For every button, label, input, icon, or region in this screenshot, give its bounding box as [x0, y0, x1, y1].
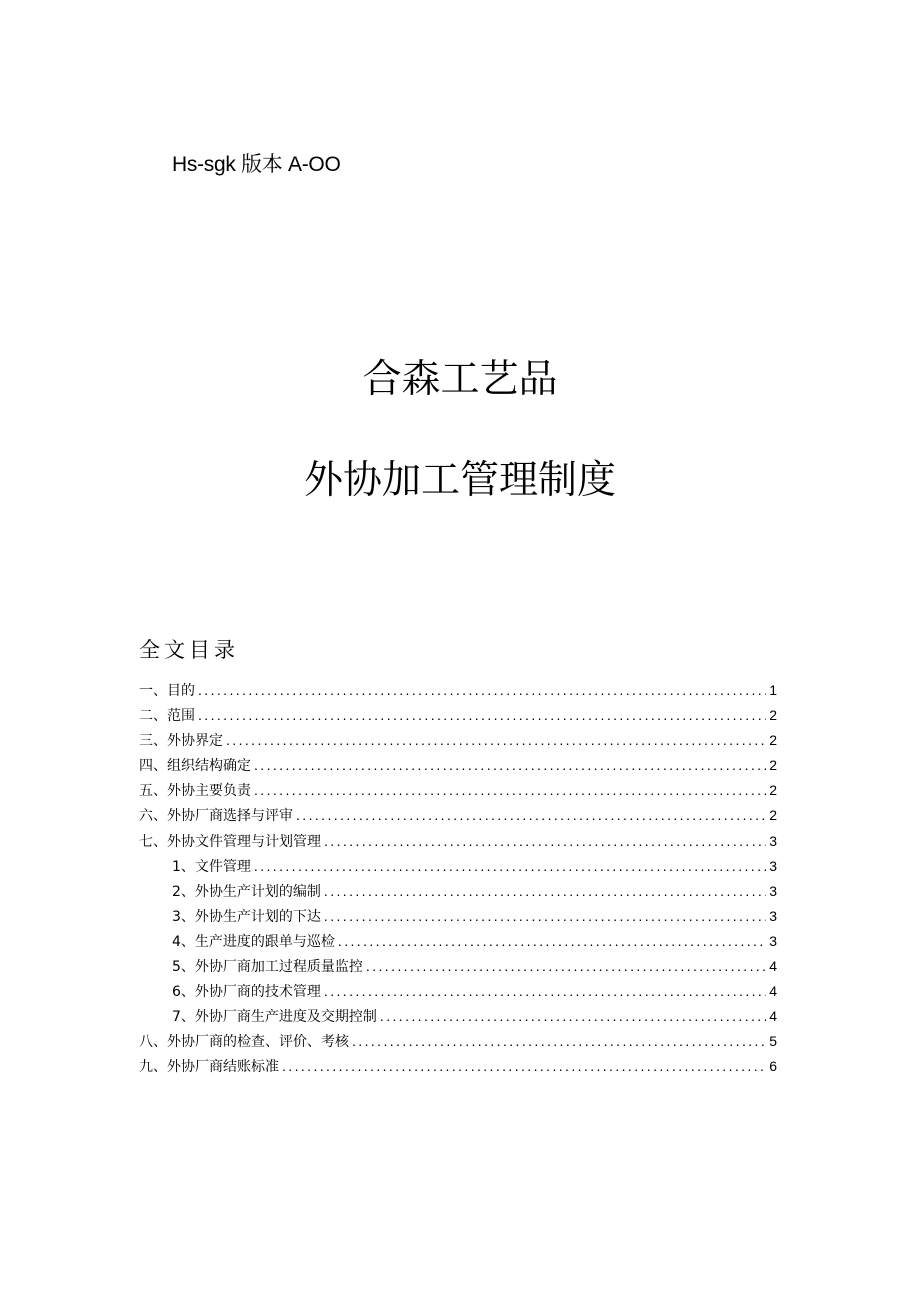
toc-entry-label: 三、外协界定	[139, 733, 223, 750]
toc-entry-page: 2	[769, 732, 777, 749]
toc-entry-label: 六、外协厂商选择与评审	[139, 808, 293, 825]
toc-entry-page: 2	[769, 782, 777, 799]
toc-entry-page: 3	[769, 882, 777, 899]
toc-entry-page: 6	[769, 1058, 777, 1075]
toc-subentry[interactable]	[139, 954, 777, 979]
toc-dot-leader	[338, 929, 766, 954]
toc-entry-page: 4	[769, 983, 777, 1000]
toc-entry-page: 3	[769, 832, 777, 849]
toc-heading: 全文目录	[139, 638, 239, 662]
toc-subentry[interactable]	[139, 929, 777, 954]
toc-entry-label: 4、生产进度的跟单与巡检	[172, 933, 335, 950]
document-title: 外协加工管理制度	[303, 458, 616, 503]
toc-entry[interactable]	[139, 803, 777, 828]
toc-dot-leader	[324, 879, 766, 904]
toc-dot-leader	[198, 703, 766, 728]
toc-subentry[interactable]	[139, 879, 777, 904]
toc-dot-leader	[226, 728, 766, 753]
toc-dot-leader	[380, 1004, 766, 1029]
toc-entry-label: 九、外协厂商结账标准	[139, 1059, 279, 1076]
company-name: 合森工艺品	[362, 357, 558, 402]
toc-entry[interactable]	[139, 1029, 777, 1054]
toc-entry-page: 2	[769, 707, 777, 724]
toc-entry[interactable]	[139, 778, 777, 803]
toc-entry-label: 五、外协主要负责	[139, 783, 251, 800]
toc-entry-page: 2	[769, 807, 777, 824]
toc-subentry[interactable]	[139, 1004, 777, 1029]
toc-entry-label: 八、外协厂商的检查、评价、考核	[139, 1034, 349, 1051]
toc-entry-page: 4	[769, 1008, 777, 1025]
toc-dot-leader	[352, 1029, 766, 1054]
toc-dot-leader	[254, 778, 766, 803]
toc-dot-leader	[254, 854, 766, 879]
toc-dot-leader	[324, 829, 766, 854]
toc-entry-label: 一、目的	[139, 683, 195, 699]
toc-entry-label: 3、外协生产计划的下达	[172, 908, 321, 925]
toc-dot-leader	[324, 904, 766, 929]
version-label: Hs-sgk 版本 A-OO	[172, 153, 341, 176]
toc-entry-label: 四、组织结构确定	[139, 758, 251, 775]
toc-entry-page: 1	[769, 682, 777, 698]
toc-entry-page: 3	[769, 857, 777, 874]
toc-dot-leader	[282, 1054, 766, 1079]
toc-entry-label: 5、外协厂商加工过程质量监控	[172, 959, 363, 976]
toc-subentry[interactable]	[139, 904, 777, 929]
toc-entry-page: 3	[769, 907, 777, 924]
toc-entry-page: 2	[769, 757, 777, 774]
toc-entry[interactable]	[139, 703, 777, 728]
toc-entry-page: 3	[769, 932, 777, 949]
toc-entry[interactable]	[139, 753, 777, 778]
toc-entry[interactable]	[139, 1054, 777, 1079]
toc-dot-leader	[254, 753, 766, 778]
toc-entry[interactable]	[139, 678, 777, 703]
toc-entry[interactable]	[139, 829, 777, 854]
toc-entry-label: 2、外协生产计划的编制	[172, 883, 321, 900]
toc-dot-leader	[198, 678, 766, 703]
toc-subentry[interactable]	[139, 854, 777, 879]
toc-dot-leader	[296, 803, 766, 828]
toc-entry[interactable]	[139, 728, 777, 753]
table-of-contents	[139, 678, 777, 1080]
toc-entry-page: 4	[769, 958, 777, 975]
toc-entry-label: 6、外协厂商的技术管理	[172, 984, 321, 1001]
toc-entry-label: 7、外协厂商生产进度及交期控制	[172, 1009, 377, 1026]
toc-entry-label: 七、外协文件管理与计划管理	[139, 833, 321, 850]
toc-entry-label: 二、范围	[139, 708, 195, 725]
toc-entry-label: 1、文件管理	[172, 858, 251, 875]
toc-subentry[interactable]	[139, 979, 777, 1004]
toc-dot-leader	[324, 979, 766, 1004]
toc-dot-leader	[366, 954, 766, 979]
toc-entry-page: 5	[769, 1033, 777, 1050]
